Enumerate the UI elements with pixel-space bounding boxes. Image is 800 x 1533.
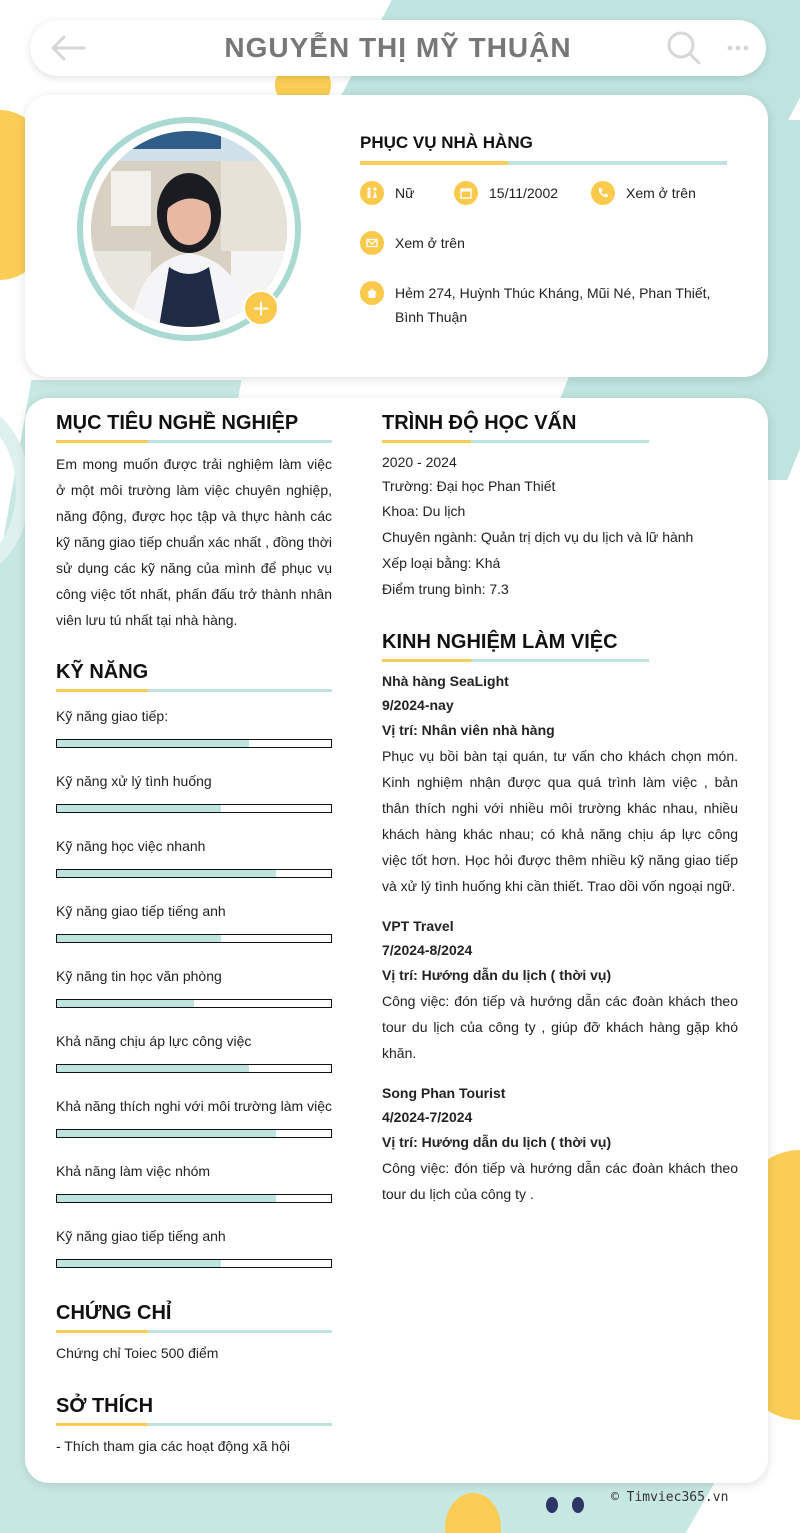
skill-label: Khả năng làm việc nhóm [56,1163,211,1179]
objective-title: MỤC TIÊU NGHỀ NGHIỆP [56,412,299,434]
skill-level-bar [56,739,332,748]
skill-level-fill [57,1195,276,1202]
job-period: 9/2024-nay [382,697,454,713]
skill-label: Kỹ năng giao tiếp tiếng anh [56,903,226,919]
skill-level-fill [57,740,249,747]
education-line: Điểm trung bình: 7.3 [382,581,509,597]
certificates-title: CHỨNG CHỈ [56,1302,172,1324]
job-description: Công việc: đón tiếp và hướng dẫn các đoàn khách theo tour du lịch của công ty . [382,1160,738,1202]
profile-card [25,95,768,377]
skill-level-fill [57,805,221,812]
skill-level-bar [56,999,332,1008]
gender-icon [360,181,384,205]
job-position: Vị trí: Nhân viên nhà hàng [382,722,555,738]
skill-level-fill [57,1000,194,1007]
experience-title: KINH NGHIỆM LÀM VIỆC [382,631,618,653]
skill-level-bar [56,1194,332,1203]
job-company: Song Phan Tourist [382,1085,506,1101]
skill-level-fill [57,1260,221,1267]
email-value[interactable]: Xem ở trên [395,235,465,251]
gender-info [360,181,414,205]
section-underline [382,440,649,443]
add-photo-button[interactable]: + [243,290,279,326]
skill-level-bar [56,934,332,943]
top-bar [30,20,766,76]
hobbies-title: SỞ THÍCH [56,1395,154,1417]
dob-value: 15/11/2002 [489,185,559,201]
skill-label: Khả năng thích nghi với môi trường làm việc [56,1098,332,1114]
bg-dot [572,1497,584,1513]
education-line: 2020 - 2024 [382,454,457,470]
candidate-name: NGUYỄN THỊ MỸ THUẬN [224,32,572,63]
watermark: © Timviec365.vn [611,1490,729,1505]
address-value: Hẻm 274, Huỳnh Thúc Kháng, Mũi Né, Phan Thiết, Bình Thuận [395,285,711,325]
skill-level-bar [56,1064,332,1073]
skill-label: Kỹ năng giao tiếp tiếng anh [56,1228,226,1244]
phone-info [591,181,696,205]
phone-icon [591,181,615,205]
job-period: 4/2024-7/2024 [382,1109,473,1125]
skill-level-bar [56,869,332,878]
phone-value[interactable]: Xem ở trên [626,185,696,201]
job-description: Công việc: đón tiếp và hướng dẫn các đoàn khách theo tour du lịch của công ty , giúp đỡ khách hàng gặp khó khăn. [382,993,738,1061]
skill-level-bar [56,1259,332,1268]
email-icon [360,231,384,255]
section-underline [56,1330,332,1333]
skill-label: Kỹ năng xử lý tình huống [56,773,212,789]
calendar-icon [454,181,478,205]
job-title: PHỤC VỤ NHÀ HÀNG [360,133,533,152]
education-line: Khoa: Du lịch [382,503,466,519]
back-arrow-icon[interactable] [48,32,88,64]
job-position: Vị trí: Hướng dẫn du lịch ( thời vụ) [382,967,612,983]
skills-title: KỸ NĂNG [56,661,149,683]
skill-level-fill [57,1130,276,1137]
objective-text: Em mong muốn được trải nghiệm làm việc ở một môi trường làm việc chuyên nghiệp, năng động, được học tập và thực hành các kỹ năng giao tiếp chuẩn xác nhất , đồng thời sử dụng các kỹ năng của mình để phục vụ công việc tốt nhất, phấn đấu trở thành nhân viên lưu tú nhất tại nhà hàng. [56,456,332,628]
skill-level-fill [57,870,276,877]
job-period: 7/2024-8/2024 [382,942,473,958]
job-company: VPT Travel [382,918,454,934]
address-info [360,281,740,329]
gender-value: Nữ [395,185,415,201]
section-underline [56,689,332,692]
search-icon[interactable] [666,30,702,66]
skill-level-fill [57,1065,249,1072]
section-underline [56,440,332,443]
dob-info [454,181,558,205]
main-card [25,398,768,1483]
skill-label: Kỹ năng tin học văn phòng [56,968,222,984]
skill-label: Kỹ năng giao tiếp: [56,708,169,724]
education-title: TRÌNH ĐỘ HỌC VẤN [382,412,577,434]
bg-dot [546,1497,558,1513]
job-description: Phục vụ bồi bàn tại quán, tư vấn cho khách chọn món. Kinh nghiệm nhận được qua quá trình làm việc , bản thân thích nghi với nhiều môi trường khác nhau, nhiều khách hàng khác nhau; có khả năng chịu áp lực công việc tốt hơn. Học hỏi được thêm nhiều kỹ năng giao tiếp và xử lý tình huống khi cần thiết. Trao dồi vốn ngoại ngữ. [382,748,738,894]
skill-level-fill [57,935,221,942]
skill-level-bar [56,1129,332,1138]
home-icon [360,281,384,305]
section-underline [382,659,649,662]
section-underline [56,1423,332,1426]
more-options-icon[interactable] [722,32,754,64]
email-info [360,231,465,255]
education-line: Xếp loại bằng: Khá [382,555,501,571]
skill-level-bar [56,804,332,813]
job-company: Nhà hàng SeaLight [382,673,509,689]
skill-label: Khả năng chịu áp lực công việc [56,1033,252,1049]
skill-label: Kỹ năng học việc nhanh [56,838,206,854]
education-line: Chuyên ngành: Quản trị dịch vụ du lịch và lữ hành [382,529,694,545]
certificate-item: Chứng chỉ Toiec 500 điểm [56,1345,219,1361]
job-position: Vị trí: Hướng dẫn du lịch ( thời vụ) [382,1134,612,1150]
title-underline [360,161,727,165]
hobby-item: - Thích tham gia các hoạt động xã hội [56,1438,290,1454]
education-line: Trường: Đại học Phan Thiết [382,478,556,494]
